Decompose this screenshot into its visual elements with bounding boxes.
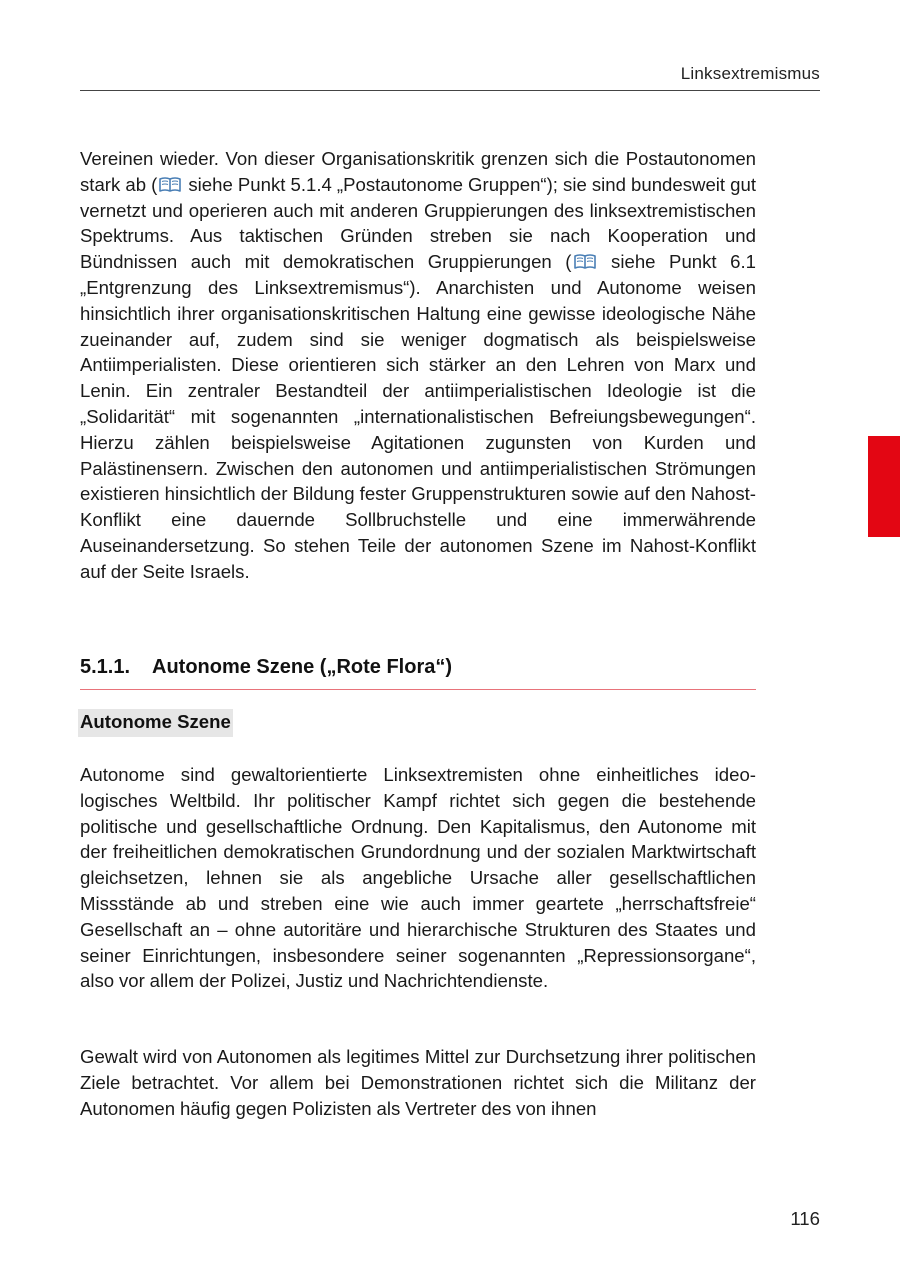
section-divider [80,689,756,690]
section-number: 5.1.1. [80,656,131,678]
subheading-autonome-szene: Autonome Szene [78,709,233,737]
paragraph-1-part-3: siehe Punkt 6.1 „Entgrenzung des Linksextremismus“). Anarchisten und Autonome weisen hinsichtlich ihrer organisationskritischen Haltung eine gewisse ideologische Nähe zueinander auf, zudem sind sie weniger dogmatisch als beispielsweise Antiimperialisten. Diese orientieren sich stärker an den Lehren von Marx und Lenin. Ein zentraler Bestandteil der antiimperialistischen Ideologie ist die „Solidarität“ mit sogenannten „internationalistischen Befreiungsbewegungen“. Hierzu zählen beispielsweise Agitationen zugunsten von Kurden und Palästinensern. Zwischen den autonomen und antiimperialistischen Strömungen existieren hinsichtlich der Bildung fester Gruppenstrukturen sowie auf den Nahost-Konflikt eine dauernde Sollbruchstelle und eine immerwährende Auseinandersetzung. So stehen Teile der autonomen Szene im Nahost-Konflikt auf der Seite Israels. [80,251,756,582]
section-title: Autonome Szene („Rote Flora“) [152,656,453,678]
body-paragraph-3: Gewalt wird von Autonomen als legitimes Mittel zur Durchsetzung ihrer politischen Ziele betrachtet. Vor allem bei Demonstrationen richtet sich die Militanz der Autonomen häufig gegen Polizisten als Vertreter des von ihnen [80,1046,756,1119]
paragraph-1-part-2: siehe Punkt 5.1.4 „Postautonome Gruppen“); sie sind bundesweit gut vernetzt und operieren auch mit anderen Gruppierungen des linksextremistischen Spektrums. Aus taktischen Gründen streben sie nach Kooperation und Bündnissen auch mit demokratischen Gruppierungen ( [80,173,756,273]
paragraph-1-part-1: Vereinen wieder. Von dieser Organisationskritik grenzen sich die Postautonomen stark ab ( [80,148,756,195]
section-heading [80,656,756,679]
body-paragraph-2: Autonome sind gewaltorientierte Linksextremisten ohne einheitliches ideologisches Weltbild. Ihr politischer Kampf richtet sich gegen die bestehende politische und gesellschaftliche Ordnung. Den Kapitalismus, den Autonome mit der freiheitlichen demokratischen Grundordnung und der sozialen Marktwirtschaft gleichsetzen, lehnen sie als angebliche Ursache aller gesellschaftlichen Missstände ab und streben eine wie auch immer geartete „herrschaftsfreie“ Gesellschaft an – ohne autoritäre und hierarchische Strukturen des Staates und seiner Einrichtungen, insbesondere seiner sogenannten „Repressionsorgane“, also vor allem der Polizei, Justiz und Nachrichtendienste. [80,764,756,992]
book-icon [159,176,181,193]
header-divider [80,90,820,91]
chapter-marker-tab [868,436,900,537]
running-header: Linksextremismus [680,64,820,83]
body-paragraph-1 [80,146,756,585]
book-icon [574,253,596,270]
page-number: 116 [790,1208,820,1229]
